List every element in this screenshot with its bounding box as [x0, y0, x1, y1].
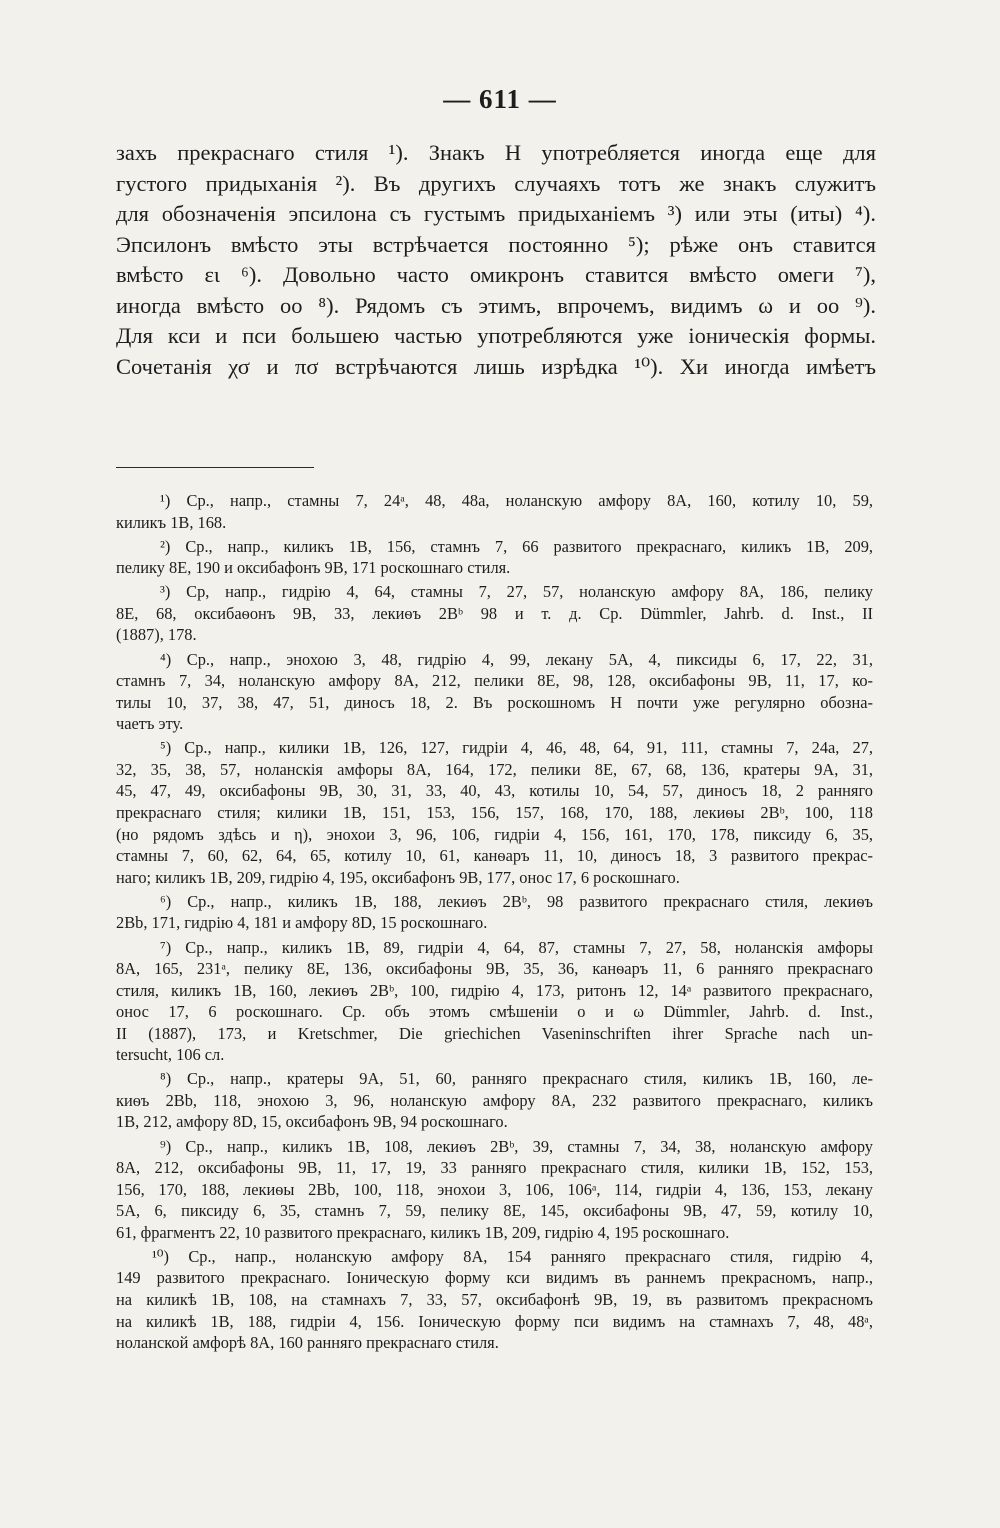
footnote-line: ¹) Ср., напр., стамны 7, 24ᵃ, 48, 48a, ноланскую амфору 8A, 160, котилу 10, 59,: [160, 491, 873, 510]
footnote-line: ²) Ср., напр., киликъ 1B, 156, стамнъ 7, 66 развитого прекраснаго, киликъ 1B, 209,: [160, 536, 873, 556]
footnote-line: (но рядомъ здѣсь и η), энохои 3, 96, 106, гидріи 4, 156, 161, 170, 178, пиксиду 6, 35,: [116, 824, 873, 844]
footnote-line: tersucht, 106 сл.: [116, 1045, 225, 1065]
footnote-line: (1887), 178.: [116, 625, 197, 645]
footnote-line: ⁵) Ср., напр., килики 1B, 126, 127, гидріи 4, 46, 48, 64, 91, 111, стамны 7, 24a, 27,: [160, 738, 873, 758]
footnotes: [116, 490, 873, 1356]
main-text: [116, 138, 876, 382]
page-number: — 611 —: [443, 84, 557, 114]
main-text-line: захъ прекраснаго стиля ¹). Знакъ H употребляется иногда еще для: [116, 140, 876, 165]
footnote-line: 45, 47, 49, оксибафоны 9B, 30, 31, 33, 40, 43, котилы 10, 54, 57, диносъ 18, 2 ранняго: [116, 781, 873, 801]
footnote-line: 1B, 212, амфору 8D, 15, оксибафонъ 9B, 94 роскошнаго.: [116, 1112, 508, 1132]
footnote-8: [116, 1068, 873, 1133]
footnote-line: 156, 170, 188, лекиѳы 2Bb, 100, 118, энохои 3, 106, 106ᵃ, 114, гидріи 4, 136, 153, лекану: [116, 1179, 873, 1199]
main-text-line: для обозначенія эпсилона съ густымъ придыханіемъ ³) или эты (иты) ⁴).: [116, 201, 876, 226]
footnote-line: 8E, 68, оксибаѳонъ 9B, 33, лекиѳъ 2Bᵇ 98 и т. д. Ср. Dümmler, Jahrb. d. Inst., II: [116, 603, 873, 623]
main-text-line: вмѣсто ει ⁶). Довольно часто омикронъ ставится вмѣсто омеги ⁷),: [116, 262, 876, 287]
main-text-line: Сочетанія χσ и πσ встрѣчаются лишь изрѣдка ¹⁰). Хи иногда имѣетъ: [116, 353, 876, 379]
footnote-separator: [116, 467, 314, 468]
footnote-line: 8A, 212, оксибафоны 9B, 11, 17, 19, 33 ранняго прекраснаго стиля, килики 1B, 152, 153,: [116, 1158, 873, 1178]
main-text-line: Эпсилонъ вмѣсто эты встрѣчается постоянно ⁵); рѣже онъ ставится: [116, 231, 876, 257]
main-text-line: густого придыханія ²). Въ другихъ случаяхъ тотъ же знакъ служитъ: [116, 170, 876, 196]
footnote-9: [116, 1136, 873, 1244]
footnote-line: стиля, киликъ 1B, 160, лекиѳъ 2Bᵇ, 100, гидрію 4, 173, ритонъ 12, 14ᵃ развитого прекраснаго,: [116, 980, 873, 1000]
footnote-line: на киликѣ 1B, 108, на стамнахъ 7, 33, 57, оксибафонѣ 9B, 19, въ развитомъ прекрасномъ: [116, 1290, 873, 1310]
footnote-line: 32, 35, 38, 57, ноланскія амфоры 8A, 164, 172, пелики 8E, 67, 68, 136, кратеры 9A, 31,: [116, 759, 873, 779]
footnote-line: прекраснаго стиля; килики 1B, 151, 153, 156, 157, 168, 170, 188, лекиѳы 2Bᵇ, 100, 118: [116, 803, 873, 823]
footnote-line: ³) Ср, напр., гидрію 4, 64, стамны 7, 27, 57, ноланскую амфору 8A, 186, пелику: [160, 582, 873, 602]
footnote-line: онос 17, 6 роскошнаго. Ср. объ этомъ смѣшеніи ο и ω Dümmler, Jahrb. d. Inst.,: [116, 1002, 873, 1022]
footnote-line: ⁷) Ср., напр., киликъ 1B, 89, гидріи 4, 64, 87, стамны 7, 27, 58, ноланскія амфоры: [160, 937, 873, 957]
footnote-line: II (1887), 173, и Kretschmer, Die griechichen Vaseninschriften ihrer Sprache nach un-: [116, 1023, 873, 1043]
footnote-6: [116, 891, 873, 934]
footnote-line: наго; киликъ 1B, 209, гидрію 4, 195, оксибафонъ 9B, 177, онос 17, 6 роскошнаго.: [116, 867, 680, 887]
footnote-line: 8A, 165, 231ᵃ, пелику 8E, 136, оксибафоны 9B, 35, 36, канѳаръ 11, 6 ранняго прекраснаго: [116, 959, 873, 979]
footnote-line: ⁴) Ср., напр., энохою 3, 48, гидрію 4, 99, лекану 5A, 4, пиксиды 6, 17, 22, 31,: [160, 649, 873, 669]
footnote-line: киликъ 1B, 168.: [116, 512, 227, 532]
footnote-2: [116, 536, 873, 579]
footnote-line: пелику 8E, 190 и оксибафонъ 9B, 171 роскошнаго стиля.: [116, 558, 511, 578]
footnote-line: ⁹) Ср., напр., киликъ 1B, 108, лекиѳъ 2Bᵇ, 39, стамны 7, 34, 38, ноланскую амфору: [160, 1136, 873, 1156]
footnote-line: ноланской амфорѣ 8A, 160 ранняго прекраснаго стиля.: [116, 1333, 499, 1353]
footnote-line: 149 развитого прекраснаго. Іоническую форму кси видимъ въ раннемъ прекрасномъ, напр.,: [116, 1268, 873, 1288]
footnote-10: [116, 1246, 873, 1354]
footnote-line: на киликѣ 1B, 188, гидріи 4, 156. Іоническую форму пси видимъ на стамнахъ 7, 48, 48ᵃ,: [116, 1311, 873, 1331]
footnote-4: [116, 649, 873, 735]
footnote-line: 5A, 6, пиксиду 6, 35, стамнъ 7, 59, пелику 8E, 145, оксибафоны 9B, 47, 59, котилу 10,: [116, 1201, 873, 1221]
footnote-line: чаетъ эту.: [116, 714, 184, 734]
footnote-line: киѳъ 2Bb, 118, энохою 3, 96, ноланскую амфору 8A, 232 развитого прекраснаго, киликъ: [116, 1090, 873, 1110]
footnote-line: ⁶) Ср., напр., киликъ 1B, 188, лекиѳъ 2Bᵇ, 98 развитого прекраснаго стиля, лекиѳъ: [160, 891, 873, 911]
main-text-line: иногда вмѣсто οο ⁸). Рядомъ съ этимъ, впрочемъ, видимъ ω и οο ⁹).: [116, 292, 876, 318]
footnote-line: стамнъ 7, 34, ноланскую амфору 8A, 212, пелики 8E, 98, 128, оксибафоны 9B, 11, 17, ко-: [116, 671, 873, 691]
footnote-line: ⁸) Ср., напр., кратеры 9A, 51, 60, ранняго прекраснаго стиля, киликъ 1B, 160, ле-: [160, 1069, 873, 1089]
footnote-line: ¹⁰) Ср., напр., ноланскую амфору 8A, 154 ранняго прекраснаго стиля, гидрію 4,: [152, 1246, 873, 1266]
footnote-7: [116, 937, 873, 1066]
main-text-line: Для кси и пси большею частью употребляются уже іоническія формы.: [116, 323, 876, 348]
footnote-line: 61, фрагментъ 22, 10 развитого прекраснаго, киликъ 1B, 209, гидрію 4, 195 роскошнаго.: [116, 1222, 730, 1242]
footnote-line: 2Bb, 171, гидрію 4, 181 и амфору 8D, 15 роскошнаго.: [116, 913, 488, 933]
footnote-5: [116, 737, 873, 888]
footnote-3: [116, 581, 873, 646]
footnote-1: [116, 490, 873, 533]
footnote-line: стамны 7, 60, 62, 64, 65, котилу 10, 61, канѳаръ 11, 10, диносъ 18, 3 развитого прекрас-: [116, 846, 873, 866]
footnote-line: тилы 10, 37, 38, 47, 51, диносъ 18, 2. Въ роскошномъ H почти уже регулярно обозна-: [116, 692, 873, 712]
